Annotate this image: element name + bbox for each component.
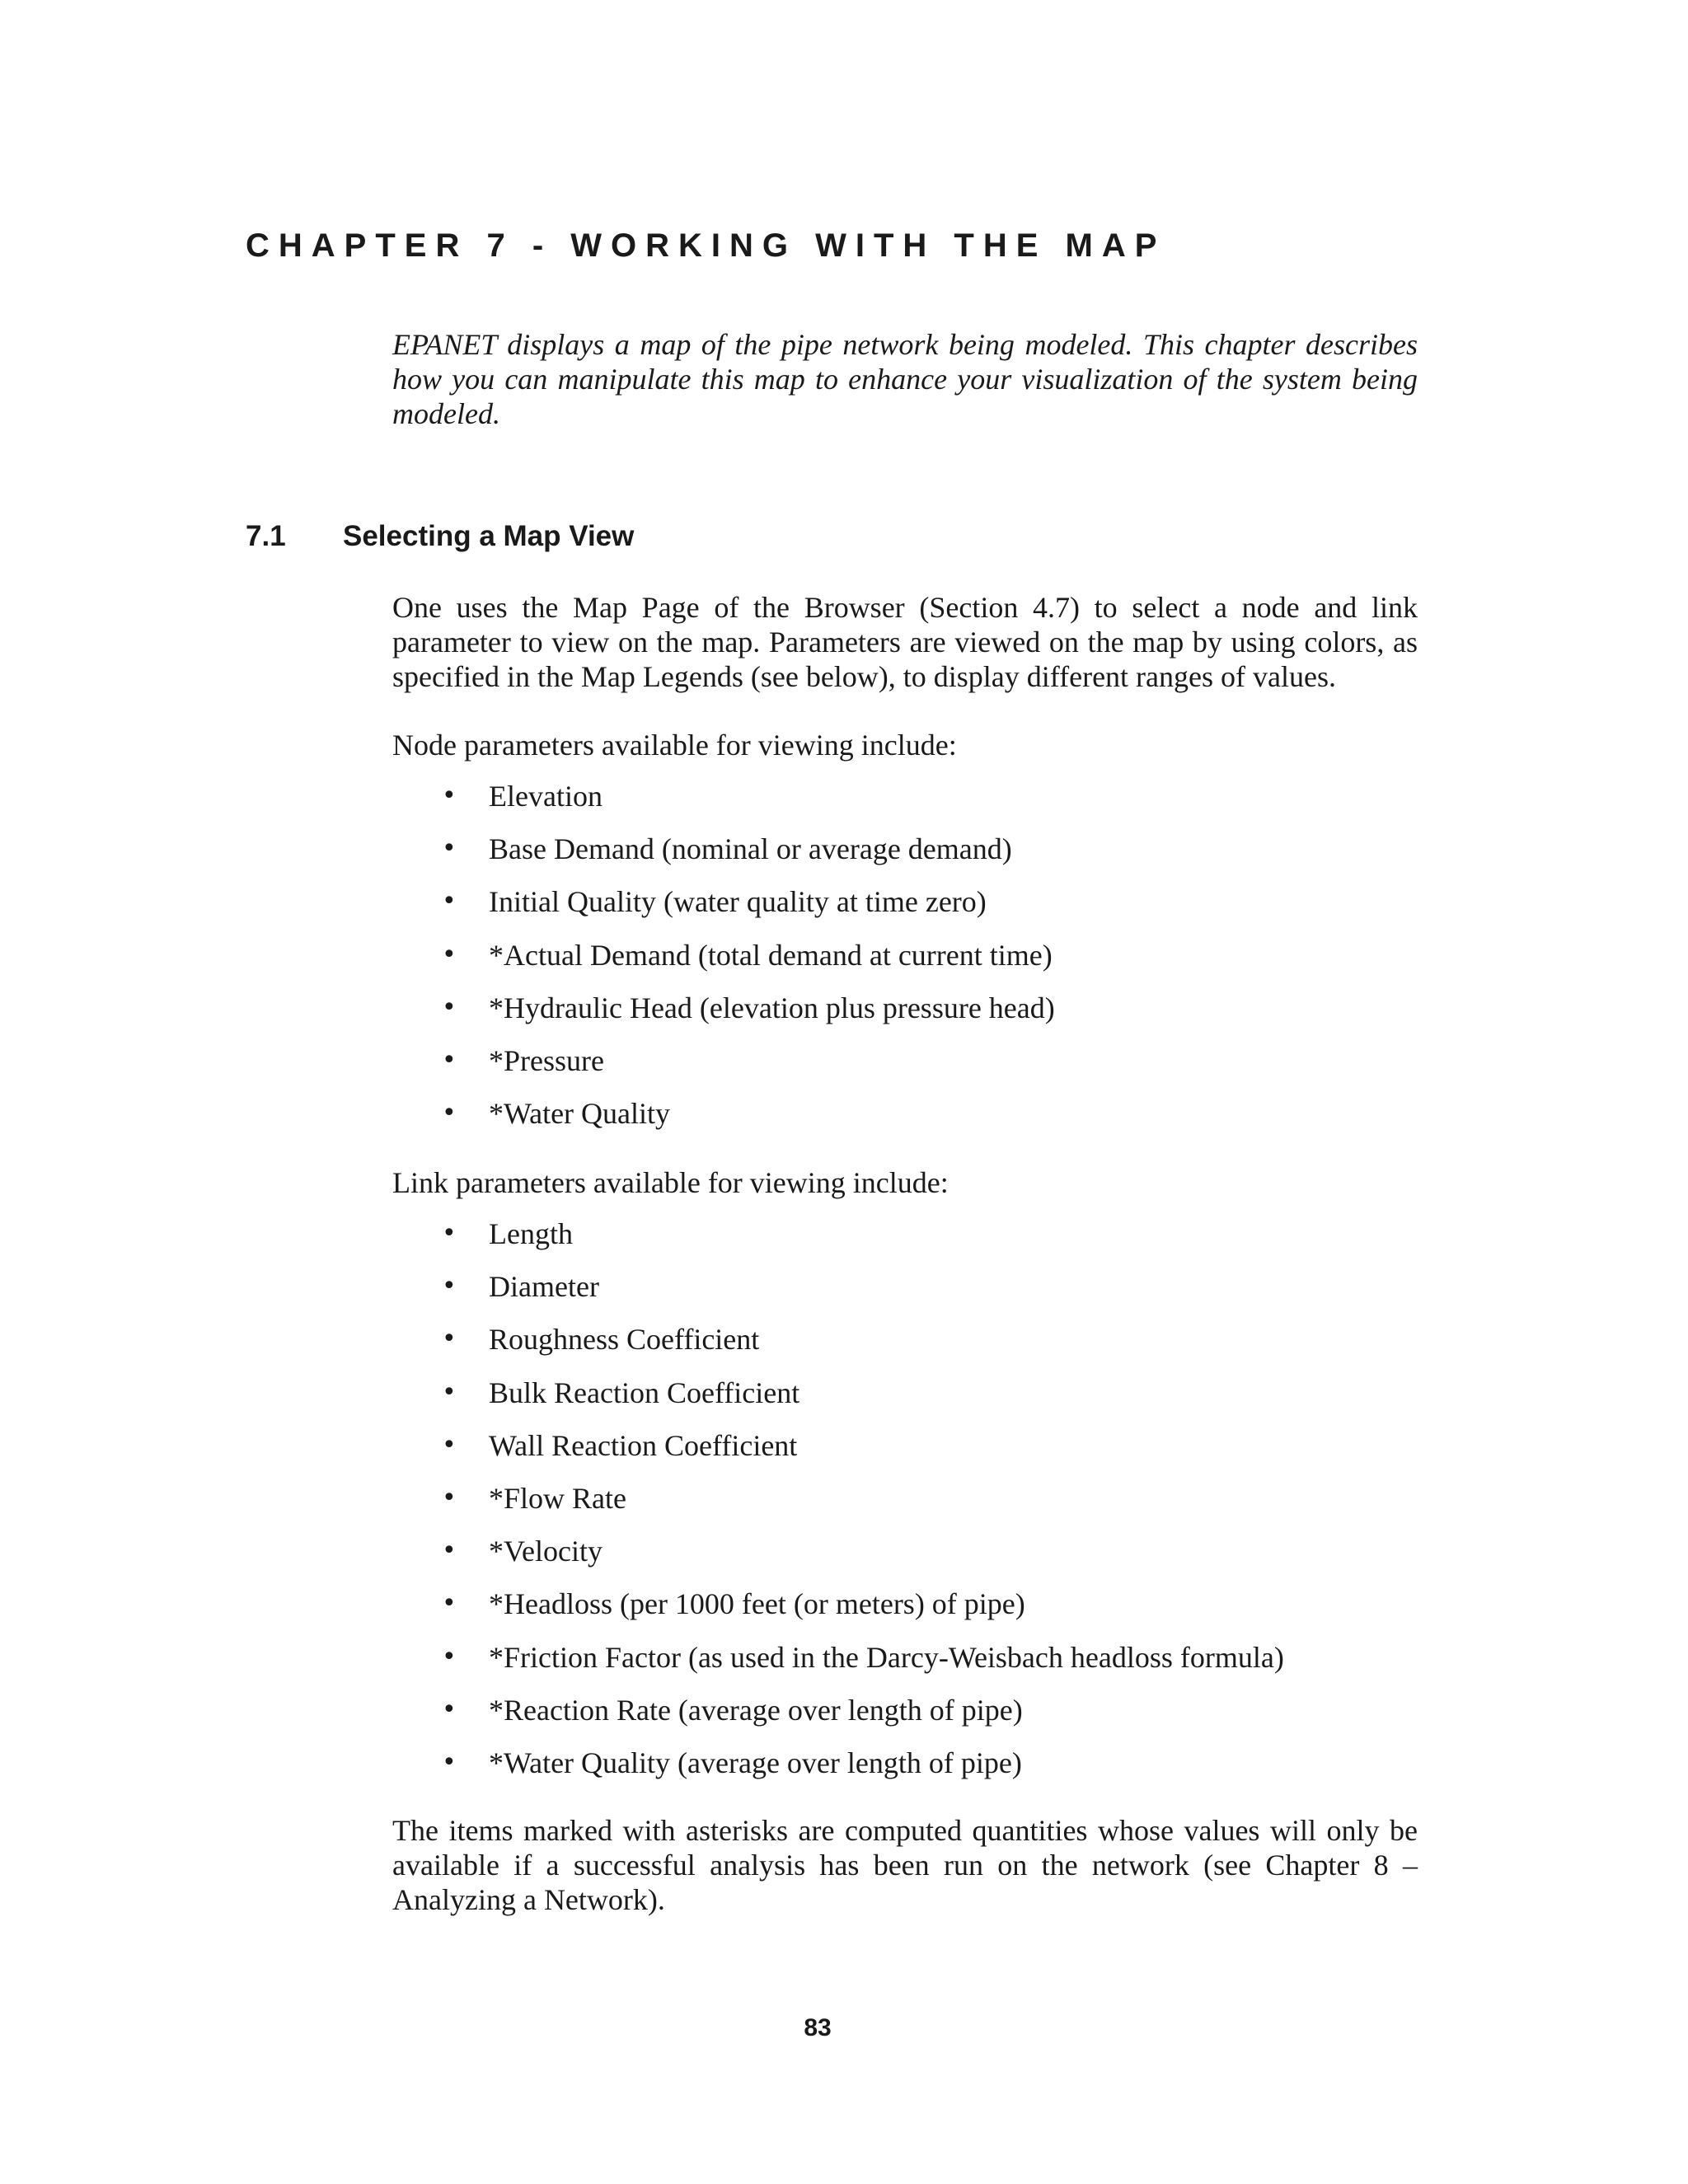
bullet-icon: • xyxy=(442,1377,457,1407)
chapter-title: CHAPTER 7 - WORKING WITH THE MAP xyxy=(246,227,1166,264)
bullet-icon: • xyxy=(442,834,457,864)
bullet-icon: • xyxy=(442,1483,457,1512)
bullet-icon: • xyxy=(442,1324,457,1354)
node-parameters-intro: Node parameters available for viewing include: xyxy=(392,729,957,762)
bullet-icon: • xyxy=(442,1219,457,1248)
bullet-icon: • xyxy=(442,940,457,969)
bullet-icon: • xyxy=(442,1747,457,1777)
bullet-icon: • xyxy=(442,781,457,810)
document-page: CHAPTER 7 - WORKING WITH THE MAP EPANET displays a map of the pipe network being modeled. This chapter describes how you can manipulate this map to enhance your visualization of the system being modeled. 7.1 Selecting a Map View One uses the Map Page of the Browser (Section 4.7) to select a node and link parameter to view on the map. Parameters are viewed on the map by using colors, as specified in the Map Legends (see below), to display different ranges of values. Node parameters available for viewing include: • Elevation • Base Demand (nominal or average demand) • Initial Quality (water quality at time zero) • *Actual Demand (total demand at current time) • *Hydraulic Head (elevation plus pressure head) • *Pressure • *Water Quality Link parameters available for viewing include: • Length • Diameter • Roughness Coefficient • Bulk Reaction Coefficient • Wall Reaction Coefficient • *Flow Rate • *Velocity • *Headloss (per 1000 feet (or meters) of pipe) • *Friction Factor (as used in the Darcy-Weisbach headloss formula) • *Reaction Rate (average over length of pipe) • *Water Quality (average over length of pipe) The items marked with asterisks are computed quantities whose values will only be available if a successful analysis has been run on the network (see Chapter 8 – Analyzing a Network). 83 xyxy=(0,0,1688,2184)
bullet-icon: • xyxy=(442,1694,457,1724)
bullet-icon: • xyxy=(442,1099,457,1128)
bullet-icon: • xyxy=(442,1045,457,1075)
bullet-icon: • xyxy=(442,1272,457,1301)
bullet-icon: • xyxy=(442,1430,457,1460)
chapter-intro: EPANET displays a map of the pipe network being modeled. This chapter describes how you can manipulate this map to enhance your visualization of the system being modeled. xyxy=(392,328,1418,430)
bullet-icon: • xyxy=(442,887,457,916)
page-number: 83 xyxy=(804,2014,832,2041)
section-paragraph: One uses the Map Page of the Browser (Section 4.7) to select a node and link parameter to view on the map. Parameters are viewed on the map by using colors, as specified in the Map Legends (see below), to display different ranges of values. xyxy=(392,591,1418,693)
bullet-icon: • xyxy=(442,1536,457,1566)
section-number: 7.1 xyxy=(246,520,286,552)
link-parameters-intro: Link parameters available for viewing include: xyxy=(392,1166,949,1199)
bullet-icon: • xyxy=(442,1642,457,1671)
closing-paragraph: The items marked with asterisks are computed quantities whose values will only be available if a successful analysis has been run on the network (see Chapter 8 – Analyzing a Network). xyxy=(392,1814,1418,1916)
bullet-icon: • xyxy=(442,1589,457,1619)
bullet-icon: • xyxy=(442,992,457,1022)
section-heading xyxy=(246,520,634,553)
section-title: Selecting a Map View xyxy=(343,520,635,552)
